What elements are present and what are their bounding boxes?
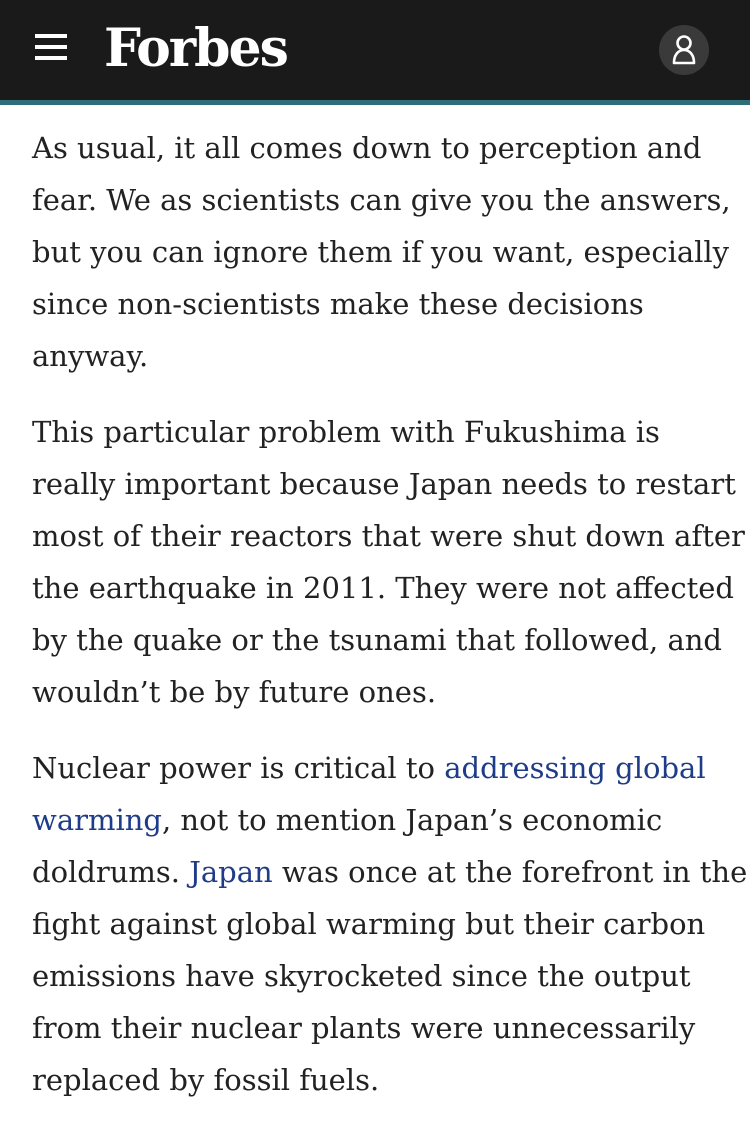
paragraph-line: anyway. xyxy=(32,339,149,373)
paragraph-line: by the quake or the tsunami that followed, and xyxy=(32,623,722,657)
paragraph-line: fight against global warming but their carbon xyxy=(32,907,706,941)
paragraph-line: since non-scientists make these decisions xyxy=(32,287,644,321)
site-header xyxy=(0,0,750,100)
paragraph-line: the earthquake in 2011. They were not affected xyxy=(32,571,734,605)
paragraph-line: emissions have skyrocketed since the output xyxy=(32,959,691,993)
paragraph-line: most of their reactors that were shut down after xyxy=(32,519,745,553)
article-paragraph-1 xyxy=(32,122,731,382)
article-paragraph-3 xyxy=(32,742,748,1106)
paragraph-line: from their nuclear plants were unnecessarily xyxy=(32,1011,696,1045)
paragraph-text: Nuclear power is critical to xyxy=(32,751,445,785)
link-addressing-global-warming[interactable]: warming xyxy=(32,803,162,837)
paragraph-text: was once at the forefront in the xyxy=(272,855,748,889)
article-body xyxy=(32,122,748,1130)
paragraph-text: , not to mention Japan’s economic xyxy=(162,803,663,837)
paragraph-line: but you can ignore them if you want, especially xyxy=(32,235,730,269)
link-addressing-global-warming[interactable]: addressing global xyxy=(444,751,706,785)
user-account-icon[interactable] xyxy=(659,25,709,75)
paragraph-line: wouldn’t be by future ones. xyxy=(32,675,437,709)
paragraph-text: doldrums. xyxy=(32,855,190,889)
paragraph-line: This particular problem with Fukushima is xyxy=(32,415,660,449)
forbes-logo[interactable]: Forbes xyxy=(104,18,287,79)
paragraph-line: fear. We as scientists can give you the answers, xyxy=(32,183,731,217)
paragraph-line: really important because Japan needs to restart xyxy=(32,467,736,501)
link-japan[interactable]: Japan xyxy=(189,855,273,889)
hamburger-menu-icon[interactable] xyxy=(35,34,67,60)
paragraph-line: replaced by fossil fuels. xyxy=(32,1063,380,1097)
header-accent-bar xyxy=(0,100,750,105)
article-paragraph-2 xyxy=(32,406,745,718)
paragraph-line: As usual, it all comes down to perception and xyxy=(32,131,702,165)
